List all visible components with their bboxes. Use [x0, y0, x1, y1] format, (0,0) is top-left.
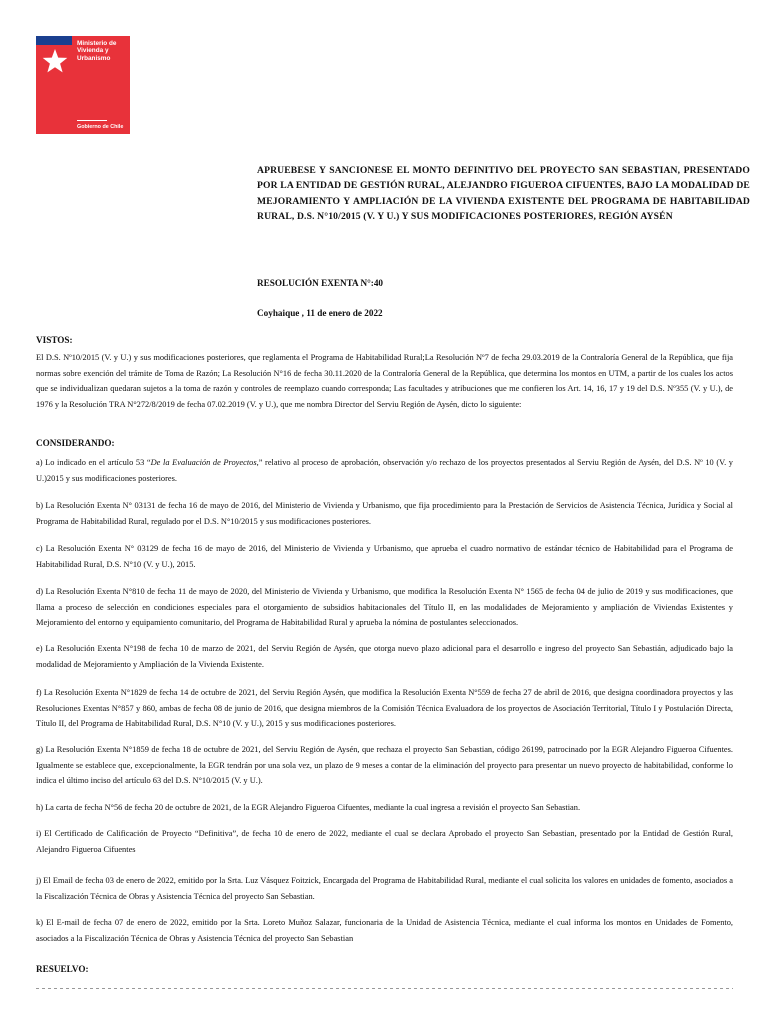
ministry-logo [36, 36, 130, 134]
item-a-text: a) Lo indicado en el artículo 53 “ [36, 458, 151, 467]
considerando-item-k: k) El E-mail de fecha 07 de enero de 2022, emitido por la Srta. Loreto Muñoz Salazar, funcionaria de la Unidad de Asistencia Técnica, mediante el cual informa los montos en Unidades de Fomento, asociados a la Fiscalización Técnica de Obras y Asistencia Técnica del proyecto San Sebastian [36, 918, 733, 943]
chile-star-icon [40, 46, 70, 76]
item-a-text-end: ,” relativo al proceso de aprobación, observación y/o rechazo de los proyectos presentados al Serviu Región de Aysén, del D.S. Nº 10 (V. y U.)2015 y sus modificaciones posteriores. [36, 458, 733, 483]
considerando-heading: CONSIDERANDO: [36, 438, 115, 448]
item-a-italic: De la Evaluación de Proyectos [150, 458, 257, 467]
ministry-line-2: Vivienda y [77, 47, 109, 55]
resolution-number: RESOLUCIÓN EXENTA N°:40 [257, 278, 384, 288]
considerando-item-f: f) La Resolución Exenta N°1829 de fecha 14 de octubre de 2021, del Serviu Región Aysén, que modifica la Resolución Exenta N°559 de fecha 27 de abril de 2016, que designa coordinadora proyectos y las Resoluciones Exentas N°857 y 860, ambas de fecha 08 de junio de 2016, que designa miembros de la Comisión Técnica Evaluadora de los proyectos de Asociación Territorial, Título I y Postulación Directa, Título II, del Programa de Habitabilidad Rural, D.S. N°10 (V. y U.), 2015 y sus modificaciones posteriores. [36, 688, 733, 729]
considerando-item-d: d) La Resolución Exenta N°810 de fecha 11 de mayo de 2020, del Ministerio de Vivienda y Urbanismo, que modifica la Resolución Exenta N° 1565 de fecha 04 de julio de 2019 y sus modificaciones, que llama a proceso de selección en condiciones especiales para el otorgamiento de subsidios habitacionales del Título II, en las modalidades de Mejoramiento y ampliación de Viviendas Existentes y Mejoramiento del entorno y equipamiento comunitario, del Programa de Habitabilidad Rural y aprueba la nómina de postulantes seleccionados. [36, 587, 733, 628]
considerando-item-i: i) El Certificado de Calificación de Proyecto “Definitiva”, de fecha 10 de enero de 2022, mediante el cual se declara Aprobado el proyecto San Sebastian, presentado por la Entidad de Gestión Rural, Alejandro Figueroa Cifuentes [36, 829, 733, 854]
vistos-text: El D.S. Nº10/2015 (V. y U.) y sus modificaciones posteriores, que reglamenta el Programa de Habitabilidad Rural;La Resolución Nº7 de fecha 29.03.2019 de la Contraloría General de la República, que fija normas sobre exención del trámite de Toma de Razón; La Resolución N°16 de fecha 30.11.2020 de la Contraloría General de la República, que determina los montos en UTM, a partir de los cuales los actos que se individualizan quedaran sujetos a la toma de razón y controles de reemplazo cuando corresponda; Las facultades y atribuciones que me confieren los Art. 14, 16, 17 y 19 del D.S. Nº355 (V. y U.), de 1976 y la Resolución TRA N°272/8/2019 de fecha 07.02.2019 (V. y U.), que me nombra Director del Serviu Región de Aysén, dicto lo siguiente: [36, 353, 733, 409]
ministry-line-1: Ministerio de [77, 40, 117, 47]
resuelvo-heading: RESUELVO: [36, 964, 89, 974]
government-label: Gobierno de Chile [77, 124, 124, 130]
resolution-date: Coyhaique , 11 de enero de 2022 [257, 308, 383, 318]
resolution-title: APRUEBESE Y SANCIONESE EL MONTO DEFINITIVO DEL PROYECTO SAN SEBASTIAN, PRESENTADO POR LA ENTIDAD DE GESTIÓN RURAL, ALEJANDRO FIGUEROA CIFUENTES, BAJO LA MODALIDAD DE MEJORAMIENTO Y AMPLIACIÓN DE LA VIVIENDA EXISTENTE DEL PROGRAMA DE HABITABILIDAD RURAL, D.S. N°10/2015 (V. Y U.) Y SUS MODIFICACIONES POSTERIORES, REGIÓN AYSÉN [257, 165, 750, 223]
logo-divider [77, 120, 107, 121]
ministry-name [77, 40, 129, 62]
considerando-item-a [36, 455, 733, 486]
considerando-item-h: h) La carta de fecha N°56 de fecha 20 de octubre de 2021, de la EGR Alejandro Figueroa Cifuentes, mediante la cual ingresa a revisión el proyecto San Sebastian. [36, 803, 581, 812]
considerando-item-g: g) La Resolución Exenta N°1859 de fecha 18 de octubre de 2021, del Serviu Región de Aysén, que rechaza el proyecto San Sebastian, código 26199, patrocinado por la EGR Alejandro Figueroa Cifuentes. Igualmente se establece que, excepcionalmente, la EGR tendrán por una sola vez, un plazo de 9 meses a contar de la eliminación del proyecto para presentar un nuevo proyecto de habitabilidad, conforme lo indica el último inciso del artículo 63 del D.S. N°10/2015 (V. y U.). [36, 745, 733, 786]
vistos-heading: VISTOS: [36, 335, 73, 345]
ministry-line-3: Urbanismo [77, 54, 111, 62]
considerando-item-e: e) La Resolución Exenta N°198 de fecha 10 de marzo de 2021, del Serviu Región de Aysén, que otorga nuevo plazo adicional para el desarrollo e ingreso del proyecto San Sebastián, adjudicado bajo la modalidad de Mejoramiento y Ampliación de la Vivienda Existente. [36, 644, 733, 669]
logo-blue-bar [36, 36, 72, 45]
considerando-item-b: b) La Resolución Exenta N° 03131 de fecha 16 de mayo de 2016, del Ministerio de Vivienda y Urbanismo, que fija procedimiento para la Prestación de Servicios de Asistencia Técnica, Jurídica y Social al Programa de Habitabilidad Rural, regulado por el D.S. N°10/2015 y sus modificaciones posteriores. [36, 501, 733, 526]
considerando-item-j: j) El Email de fecha 03 de enero de 2022, emitido por la Srta. Luz Vásquez Foitzick, Encargada del Programa de Habitabilidad Rural, mediante el cual solicita los valores en unidades de fomento, asociados a la Fiscalización Técnica de Obras y Asistencia Técnica del proyecto San Sebastian. [36, 876, 733, 901]
considerando-item-c: c) La Resolución Exenta N° 03129 de fecha 16 de mayo de 2016, del Ministerio de Vivienda y Urbanismo, que aprueba el cuadro normativo de estándar técnico de Habitabilidad para el Programa de Habitabilidad Rural, D.S. N°10 (V. y U.), 2015. [36, 544, 733, 569]
cut-off-text-line [36, 985, 733, 991]
